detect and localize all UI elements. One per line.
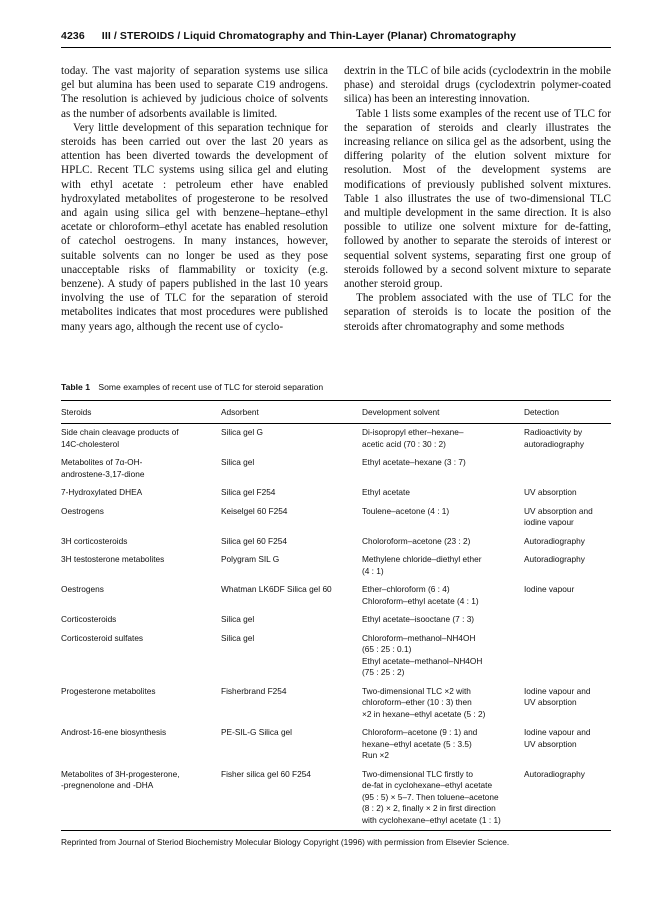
right-paragraph-3: The problem associated with the use of TLC for the separation of steroids is to locate the position of the steroids after chromatography and some methods (344, 292, 611, 333)
table-row (61, 611, 611, 630)
table-cell (524, 611, 611, 630)
table-cell: Autoradiography (524, 768, 585, 779)
running-title: III / STEROIDS / Liquid Chromatography and Thin-Layer (Planar) Chromatography (101, 30, 517, 42)
table-row (61, 630, 611, 683)
table-cell: Keiselgel 60 F254 (221, 505, 288, 516)
table-cell: 3H corticosteroids (61, 535, 128, 546)
column-header: Adsorbent (221, 406, 259, 417)
table-row (61, 551, 611, 581)
table-cell: Side chain cleavage products of 14C-cholesterol (61, 427, 179, 449)
table-cell: Two-dimensional TLC firstly to de-fat in cyclohexane–ethyl acetate (95 : 5) × 5–7. Then toluene–acetone (8 : 2) × 2, finally × 2 in first direction with cyclohexane–ethyl acetate (1 : 1) (362, 768, 501, 825)
table-cell: Silica gel 60 F254 (221, 535, 287, 546)
table-cell: Choloroform–acetone (23 : 2) (362, 535, 471, 546)
table-header-row (61, 401, 611, 424)
table-cell: Silica gel (221, 614, 255, 624)
table-cell: Di-isopropyl ether–hexane– acetic acid (70 : 30 : 2) (362, 427, 464, 449)
table-cell: Progesterone metabolites (61, 685, 156, 696)
table-row (61, 454, 611, 484)
column-header: Steroids (61, 406, 92, 417)
table-cell: Chloroform–methanol–NH4OH (65 : 25 : 0.1) Ethyl acetate–methanol–NH4OH (75 : 25 : 2) (362, 632, 483, 677)
column-header: Development solvent (362, 406, 440, 417)
table-cell: Ethyl acetate–isooctane (7 : 3) (362, 614, 475, 624)
page-number: 4236 (61, 30, 85, 42)
table-cell: Metabolites of 7α-OH- androstene-3,17-dione (61, 457, 145, 479)
table-cell: Silica gel G (221, 427, 263, 437)
table-row (61, 424, 611, 454)
table-cell: Silica gel (221, 632, 255, 643)
right-paragraph-1: dextrin in the TLC of bile acids (cyclodextrin in the mobile phase) and steroidal drugs (cyclodextrin polymer-coated silica) has been an interesting innovation. (344, 65, 611, 106)
table-cell: Oestrogens (61, 584, 104, 594)
table-cell: Chloroform–acetone (9 : 1) and hexane–ethyl acetate (5 : 3.5) Run ×2 (362, 727, 478, 760)
table-cell: PE-SIL-G Silica gel (221, 727, 293, 737)
table-cell: Ethyl acetate (362, 487, 410, 497)
table-row (61, 724, 611, 766)
table-cell: Silica gel F254 (221, 487, 276, 497)
left-paragraph-1: today. The vast majority of separation systems use silica gel but alumina has been used to separate C19 androgens. The resolution is achieved by judicious choice of solvents as the number of adsorbents available is limited. (61, 65, 328, 120)
table-row (61, 533, 611, 552)
steroid-tlc-table (61, 401, 611, 831)
table-cell: Metabolites of 3H-progesterone, -pregnenolone and -DHA (61, 768, 180, 790)
table-cell: Iodine vapour and UV absorption (524, 727, 591, 749)
table-cell: UV absorption (524, 487, 577, 497)
table-cell: Whatman LK6DF Silica gel 60 (221, 584, 332, 594)
table-cell: Methylene chloride–diethyl ether (4 : 1) (362, 554, 482, 576)
table-cell: Silica gel (221, 457, 255, 467)
table-cell (524, 630, 611, 683)
table-cell: Toulene–acetone (4 : 1) (362, 505, 450, 516)
table-cell: Ethyl acetate–hexane (3 : 7) (362, 457, 466, 467)
table-cell: Polygram SIL G (221, 554, 280, 564)
table-cell: Autoradiography (524, 535, 585, 546)
left-column (61, 64, 328, 334)
table-cell: Two-dimensional TLC ×2 with chloroform–ether (10 : 3) then ×2 in hexane–ethyl acetate (5 : 2) (362, 685, 486, 719)
table-cell: Iodine vapour and UV absorption (524, 685, 591, 707)
table-cell: Fisherbrand F254 (221, 685, 287, 696)
header-rule (61, 47, 611, 48)
table-cell: Fisher silica gel 60 F254 (221, 768, 311, 779)
right-paragraph-2: Table 1 lists some examples of the recent use of TLC for the separation of steroids and clearly illustrates the increasing reliance on silica gel as the adsorbent, using the differing polarity of the elution solvent mixture for resolution. Most of the development systems are modifications of previously published solvent mixtures. Table 1 also illustrates the use of two-dimensional TLC and multiple development in the same direction. It is also possible to utilize one solvent mixture for de-fatting, followed by another to separate the steroids of interest or sequential solvent systems, separating first one group of steroids followed by a second solvent mixture to separate another steroid group. (344, 107, 611, 291)
table-caption (61, 382, 611, 394)
table-row (61, 581, 611, 611)
table-label: Table 1 (61, 382, 90, 392)
table-caption-text: Some examples of recent use of TLC for steroid separation (98, 382, 324, 392)
table-cell: 3H testosterone metabolites (61, 554, 165, 564)
table-cell: UV absorption and iodine vapour (524, 505, 593, 527)
left-paragraph-2: Very little development of this separation technique for steroids has been carried out over the last 20 years as attention has been diverted towards the development of HPLC. Recent TLC systems using silica gel and eluting with ethyl acetate : petroleum ether have enabled hydroxylated metabolites of progesterone to be resolved and again using silica gel with benzene–heptane–ethyl acetate or chloroform–ethyl acetate has enabled resolution of catechol oestrogens. In many instances, however, suitable solvents can no longer be used as they pose unacceptable risks of flammability or toxicity (e.g. benzene). A study of papers published in the last 10 years involving the use of TLC for the separation of steroid metabolites indicates that most procedures were published many years ago, although the recent use of cyclo- (61, 121, 328, 333)
table-cell: Ether–chloroform (6 : 4) Chloroform–ethyl acetate (4 : 1) (362, 584, 479, 606)
running-header (61, 30, 611, 42)
table-row (61, 503, 611, 533)
table-cell: Oestrogens (61, 505, 104, 516)
table-footnote: Reprinted from Journal of Steriod Biochemistry Molecular Biology Copyright (1996) with permission from Elsevier Science. (61, 837, 510, 847)
table-row (61, 484, 611, 503)
table-cell: Corticosteroid sulfates (61, 632, 144, 643)
table-cell: Androst-16-ene biosynthesis (61, 727, 167, 737)
table-row (61, 766, 611, 831)
table-1 (61, 382, 611, 849)
column-header: Detection (524, 406, 560, 417)
table-row (61, 683, 611, 725)
table-bottom-rule (61, 830, 611, 831)
table-cell: Corticosteroids (61, 614, 117, 624)
table-cell: 7-Hydroxylated DHEA (61, 487, 143, 497)
table-cell: Iodine vapour (524, 584, 575, 594)
right-column (344, 64, 611, 334)
table-cell: Autoradiography (524, 554, 585, 564)
table-cell (524, 454, 611, 484)
table-cell: Radioactivity by autoradiography (524, 427, 584, 449)
table-body (61, 424, 611, 830)
